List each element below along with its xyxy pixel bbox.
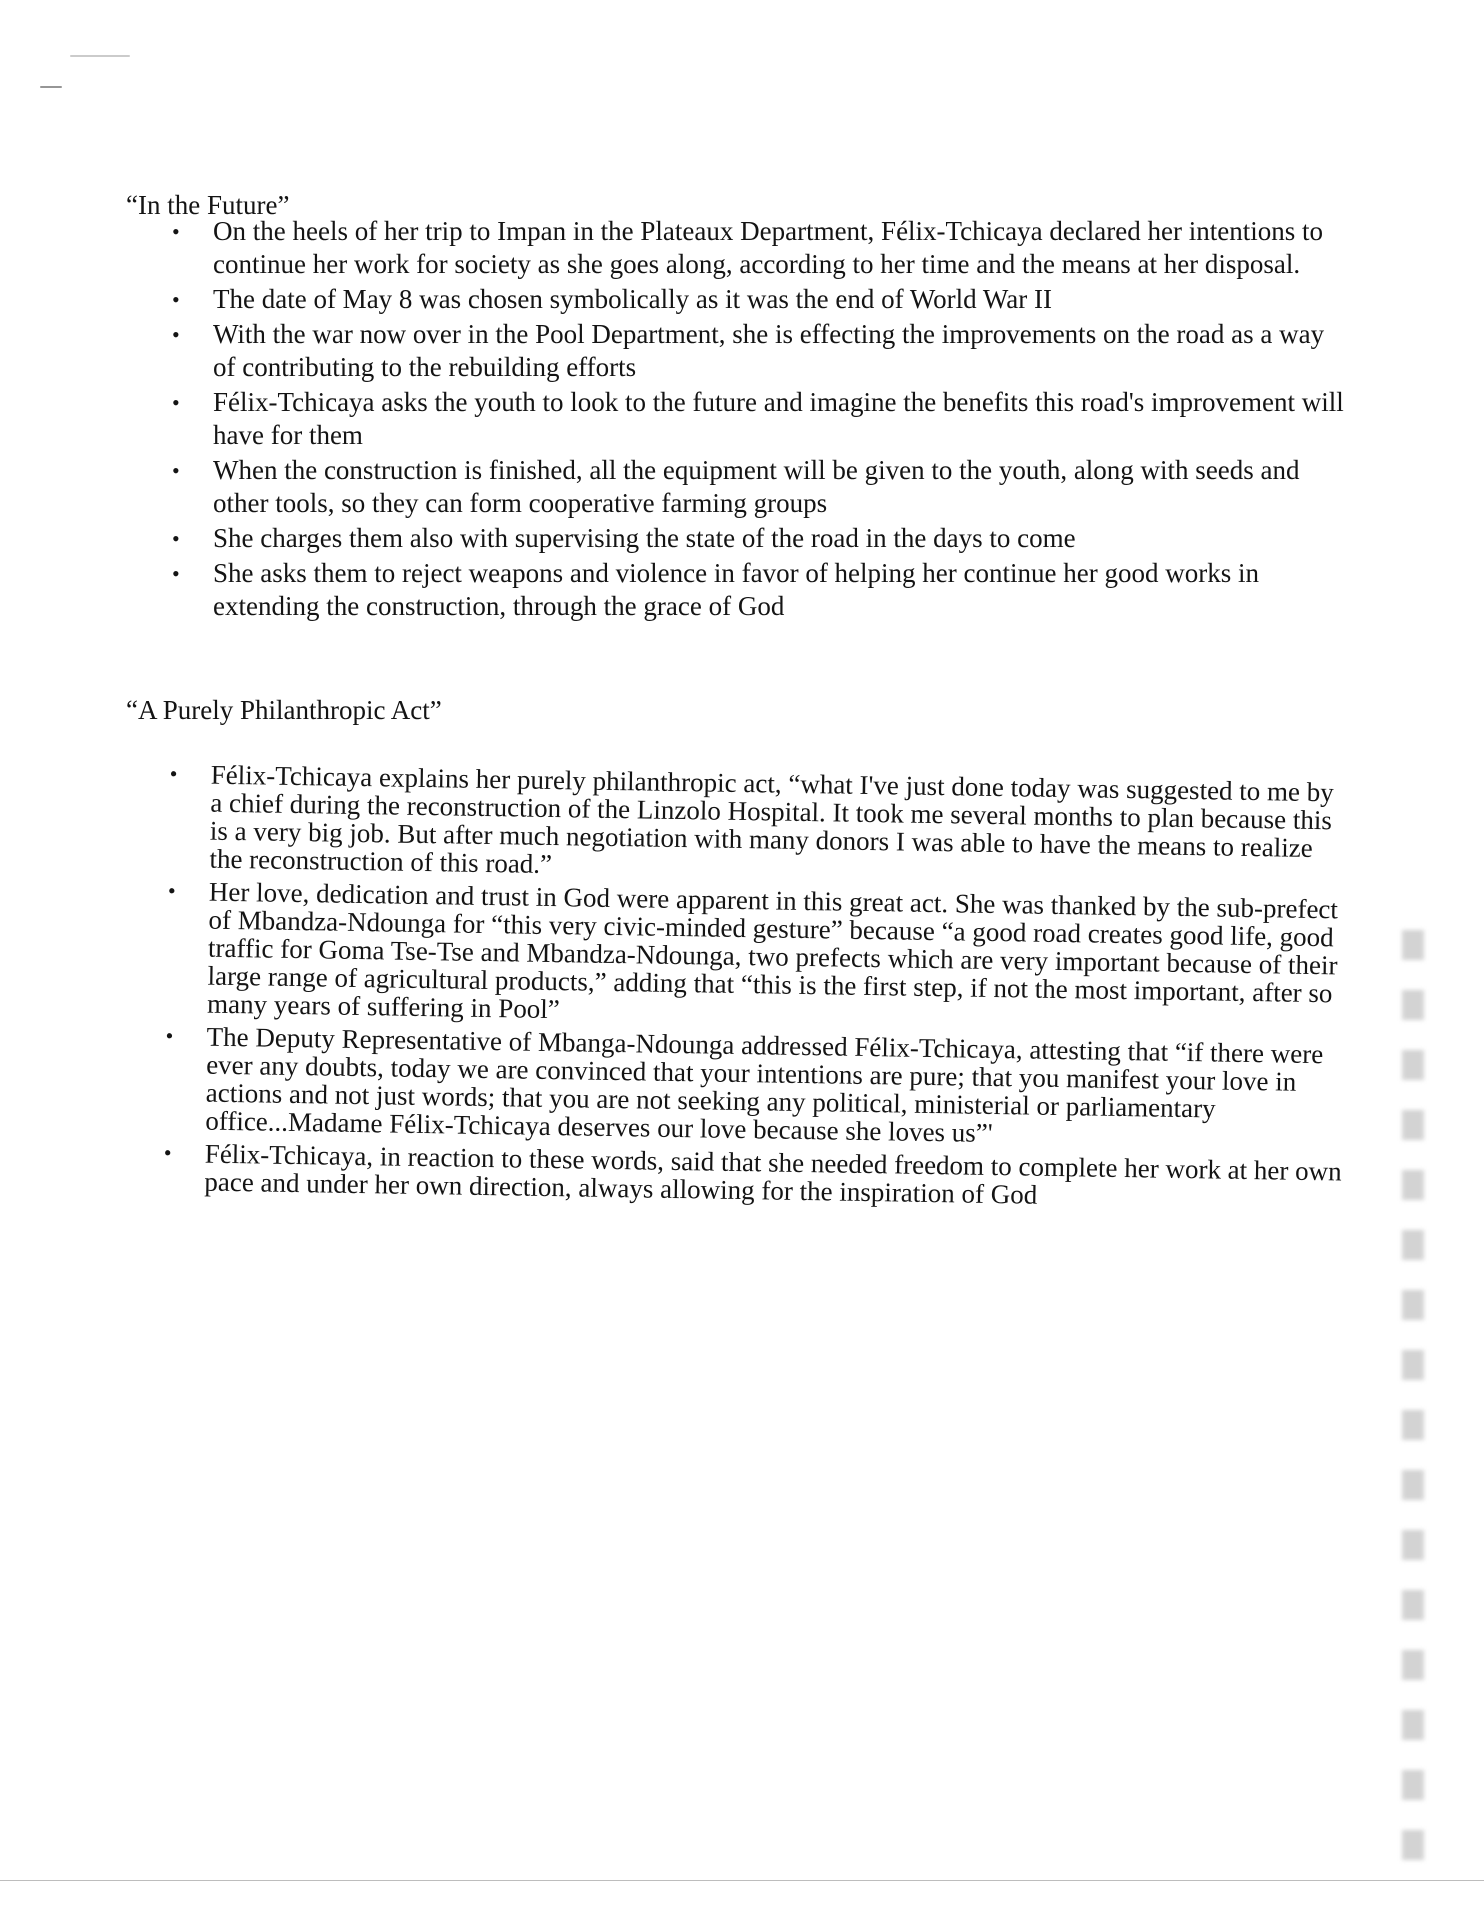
- list-item: • She asks them to reject weapons and violence in favor of helping her continue her good works in extending the construction, through the grace of God: [172, 557, 1352, 623]
- list-item: • Félix-Tchicaya explains her purely philanthropic act, “what I've just done today was suggested to me by a chief during the reconstruction of the Linzolo Hospital. It took me several months to plan because this is a very big job. But after much negotiation with many donors I was able to have the means to realize the reconstruction of this road.”: [168, 760, 1350, 891]
- list-item: • Her love, dedication and trust in God were apparent in this great act. She was thanked by the sub-prefect of Mbandza-Ndounga for “this very civic-minded gesture” because “a good road creates good life, good traffic for Goma Tse-Tse and Mbandza-Ndounga, two prefects which are very important because of their large range of agricultural products,” adding that “this is the first step, if not the most important, after so many years of suffering in Pool”: [166, 877, 1348, 1036]
- scan-edge-line: [0, 1880, 1484, 1881]
- list-item: • The Deputy Representative of Mbanga-Ndounga addressed Félix-Tchicaya, attesting that “if there were ever any doubts, today we are convinced that your intentions are pure; that you manifest your love in actions and not just words; that you are not seeking any political, ministerial or parliamentary office...Madame Félix-Tchicaya deserves our love because she loves us”': [164, 1022, 1346, 1153]
- bullet-list-future: [172, 215, 1352, 625]
- bullet-list-philanthropic: [163, 760, 1350, 1218]
- list-item: • She charges them also with supervising the state of the road in the days to come: [172, 522, 1352, 555]
- scan-shadow-right: [1402, 900, 1424, 1860]
- list-item: • When the construction is finished, all the equipment will be given to the youth, along with seeds and other tools, so they can form cooperative farming groups: [172, 454, 1352, 520]
- scan-mark-left: [40, 86, 62, 88]
- scan-mark-top: [70, 55, 130, 57]
- list-item: • The date of May 8 was chosen symbolically as it was the end of World War II: [172, 283, 1352, 316]
- list-item: • On the heels of her trip to Impan in the Plateaux Department, Félix-Tchicaya declared her intentions to continue her work for society as she goes along, according to her time and the means at her disposal.: [172, 215, 1352, 281]
- list-item: • Félix-Tchicaya asks the youth to look to the future and imagine the benefits this road's improvement will have for them: [172, 386, 1352, 452]
- list-item: • With the war now over in the Pool Department, she is effecting the improvements on the road as a way of contributing to the rebuilding efforts: [172, 318, 1352, 384]
- section-heading-philanthropic: “A Purely Philanthropic Act”: [126, 695, 442, 725]
- list-item: • Félix-Tchicaya, in reaction to these words, said that she needed freedom to complete her work at her own pace and under her own direction, always allowing for the inspiration of God: [163, 1139, 1344, 1214]
- section-heading-future: “In the Future”: [126, 190, 290, 220]
